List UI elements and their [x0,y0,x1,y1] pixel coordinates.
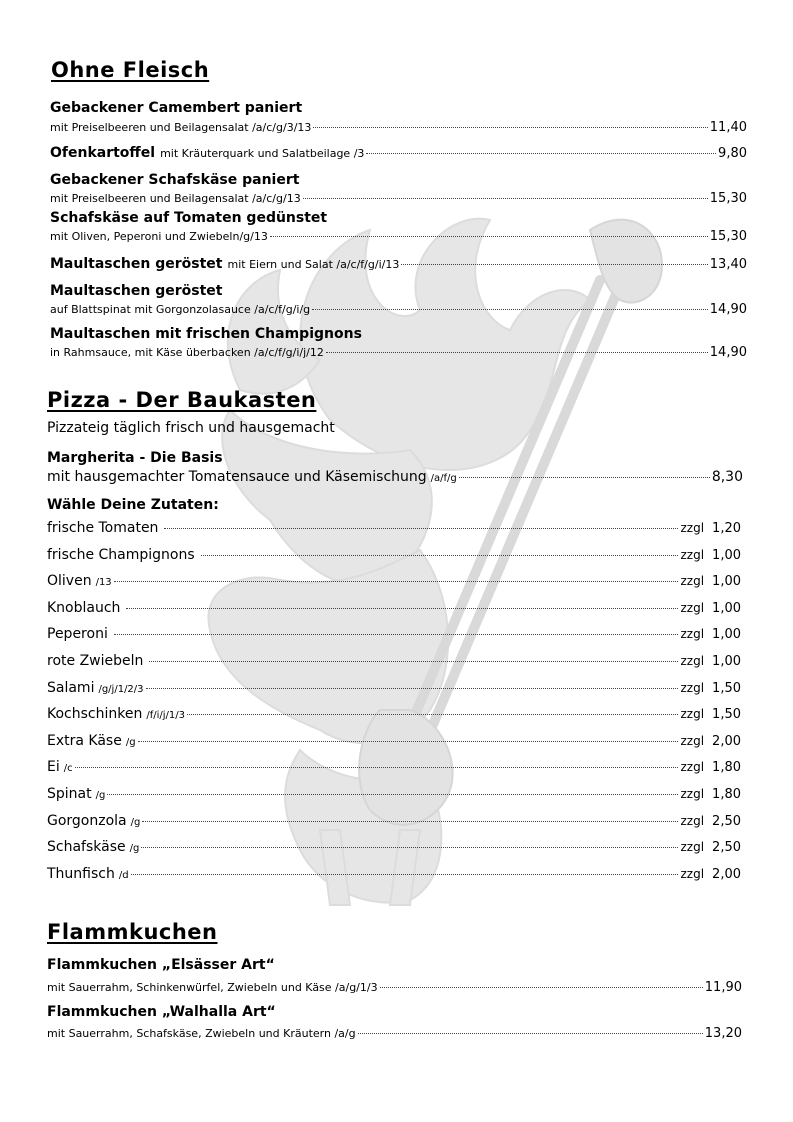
leader-dots [459,477,710,478]
pizza-base-name: Margherita - Die Basis [47,450,223,466]
menu-item-row [47,980,742,995]
allergen-codes: /g/j/1/2/3 [98,683,144,695]
topping-name: frische Tomaten [47,520,159,536]
topping-row [47,759,741,775]
topping-name: Oliven [47,573,92,590]
menu-item-row [50,256,747,272]
topping-row [47,547,741,563]
leader-dots [312,309,708,310]
section-title-flammkuchen: Flammkuchen [47,920,218,944]
leader-dots [126,608,678,609]
dish-description: mit Sauerrahm, Schinkenwürfel, Zwiebeln und Käse /a/g/1/3 [47,981,378,994]
price: 15,30 [709,191,747,206]
leader-dots [187,714,678,715]
leader-dots [313,127,707,128]
menu-item-row [50,120,747,135]
price: 2,50 [712,813,741,829]
topping-name: Ei [47,759,60,776]
pizza-base-row [47,469,743,485]
leader-dots [114,634,679,635]
surcharge-label: zzgl [680,680,705,695]
leader-dots [146,688,679,689]
topping-name: Kochschinken [47,706,143,723]
surcharge-label: zzgl [680,654,705,668]
leader-dots [141,847,678,848]
menu-item-row [50,145,747,161]
surcharge-label: zzgl [680,813,705,828]
price: 1,20 [712,521,741,536]
dish-description: mit Preiselbeeren und Beilagensalat /a/c/g/13 [50,192,301,205]
price: 13,20 [704,1026,742,1041]
price: 1,50 [712,707,741,723]
price: 1,00 [712,627,741,643]
price: 2,00 [712,733,741,749]
allergen-codes: /g [130,816,141,828]
price: 14,90 [709,345,747,360]
topping-name: Extra Käse [47,732,122,749]
allergen-codes: /g [95,790,106,801]
dish-name: Maultaschen geröstet [50,256,223,272]
allergen-codes: /f/i/j/1/3 [146,710,185,722]
price: 1,00 [712,574,741,590]
price: 14,90 [709,302,747,317]
dish-name: Maultaschen geröstet [50,283,223,299]
allergen-codes: /13 [95,577,112,589]
topping-name: frische Champignons [47,546,195,563]
dish-description: mit Kräuterquark und Salatbeilage /3 [160,147,365,160]
surcharge-label: zzgl [680,733,705,748]
price: 1,50 [712,680,741,696]
leader-dots [107,794,678,795]
surcharge-label: zzgl [680,707,705,722]
leader-dots [366,153,716,154]
surcharge-label: zzgl [680,866,705,881]
topping-row [47,786,741,802]
topping-row [47,653,741,669]
price: 11,90 [704,980,742,995]
surcharge-label: zzgl [680,521,705,535]
allergen-codes: /a/f/g [430,473,457,484]
toppings-heading: Wähle Deine Zutaten: [47,497,219,513]
dish-description: mit Preiselbeeren und Beilagensalat /a/c/g/3/13 [50,121,312,134]
topping-row [47,706,741,722]
topping-name: rote Zwiebeln [47,653,144,669]
allergen-codes: /g [129,843,140,855]
price: 11,40 [709,120,747,135]
surcharge-label: zzgl [680,627,705,642]
leader-dots [131,874,679,875]
leader-dots [75,767,679,768]
surcharge-label: zzgl [680,760,705,775]
pizza-subtitle: Pizzateig täglich frisch und hausgemacht [47,420,335,436]
topping-name: Schafskäse [47,839,126,856]
price: 1,00 [712,547,741,563]
dish-name: Schafskäse auf Tomaten gedünstet [50,210,328,226]
leader-dots [201,555,679,556]
dish-name: Ofenkartoffel [50,145,156,161]
surcharge-label: zzgl [680,574,705,589]
dish-name: Gebackener Schafskäse paniert [50,172,300,188]
leader-dots [164,528,678,529]
dish-name: Flammkuchen „Walhalla Art“ [47,1004,276,1020]
topping-row [47,573,741,589]
surcharge-label: zzgl [680,840,705,855]
price: 1,00 [712,600,741,616]
leader-dots [303,198,708,199]
surcharge-label: zzgl [680,787,705,801]
leader-dots [326,352,708,353]
dish-name: Maultaschen mit frischen Champignons [50,326,362,342]
price: 1,80 [712,760,741,776]
dish-name: Flammkuchen „Elsässer Art“ [47,957,275,973]
leader-dots [149,661,678,662]
menu-item-row [50,345,747,360]
leader-dots [270,236,708,237]
dish-description: auf Blattspinat mit Gorgonzolasauce /a/c/f/g/i/g [50,303,311,316]
menu-item-row [50,302,747,317]
menu-item-row [50,229,747,244]
leader-dots [142,821,678,822]
price: 2,50 [712,840,741,856]
dish-description: in Rahmsauce, mit Käse überbacken /a/c/f/g/i/j/12 [50,346,324,359]
leader-dots [380,987,703,988]
price: 8,30 [711,469,743,485]
dish-description: mit Oliven, Peperoni und Zwiebeln/g/13 [50,230,268,243]
price: 13,40 [709,257,747,272]
section-title-ohne-fleisch: Ohne Fleisch [51,58,210,82]
topping-row [47,813,741,829]
leader-dots [114,581,679,582]
price: 2,00 [712,866,741,882]
topping-row [47,626,741,642]
dish-description: mit Eiern und Salat /a/c/f/g/i/13 [227,258,400,271]
allergen-codes: /c [63,763,73,775]
leader-dots [358,1033,703,1034]
leader-dots [401,264,707,265]
topping-row [47,839,741,855]
topping-row [47,680,741,696]
pizza-base-description: mit hausgemachter Tomatensauce und Käsemischung [47,469,427,485]
price: 15,30 [709,229,747,244]
topping-row [47,600,741,616]
dish-name: Gebackener Camembert paniert [50,100,303,116]
topping-name: Spinat [47,786,92,802]
price: 1,80 [712,787,741,802]
surcharge-label: zzgl [680,600,705,615]
menu-item-row [50,191,747,206]
topping-name: Peperoni [47,626,108,643]
price: 1,00 [712,654,741,669]
topping-name: Knoblauch [47,599,121,616]
topping-name: Salami [47,679,95,696]
allergen-codes: /d [118,869,129,881]
topping-row [47,733,741,749]
price: 9,80 [718,146,747,161]
topping-row [47,520,741,536]
leader-dots [138,741,679,742]
surcharge-label: zzgl [680,547,705,562]
section-title-pizza: Pizza - Der Baukasten [47,388,317,412]
dish-description: mit Sauerrahm, Schafskäse, Zwiebeln und Kräutern /a/g [47,1027,356,1040]
topping-row [47,866,741,882]
topping-name: Gorgonzola [47,812,127,829]
menu-item-row [47,1026,742,1041]
topping-name: Thunfisch [47,865,115,882]
allergen-codes: /g [125,736,136,748]
